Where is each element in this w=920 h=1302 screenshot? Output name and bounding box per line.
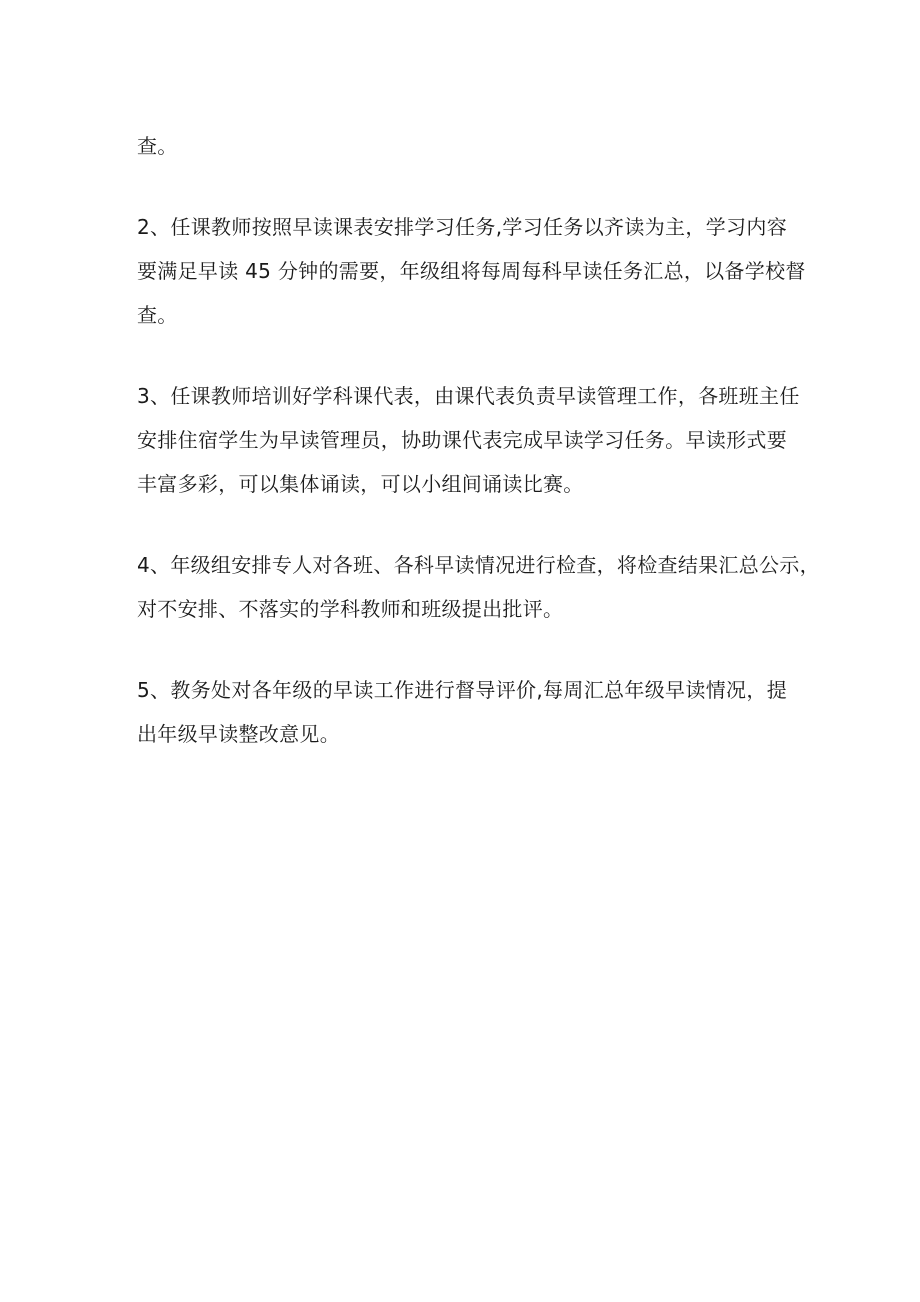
paragraph-item-4 — [137, 543, 820, 631]
text-line: 出年级早读整改意见。 — [137, 722, 340, 746]
text-line: 安排住宿学生为早读管理员，协助课代表完成早读学习任务。早读形式要 — [137, 428, 787, 452]
paragraph-continuation — [137, 124, 787, 168]
text-line: 4、年级组安排专人对各班、各科早读情况进行检查，将检查结果汇总公示， — [137, 553, 820, 577]
text-line: 要满足早读 45 分钟的需要，年级组将每周每科早读任务汇总，以备学校督 — [137, 259, 806, 283]
text-line: 2、任课教师按照早读课表安排学习任务,学习任务以齐读为主，学习内容 — [137, 215, 787, 239]
text-line: 对不安排、不落实的学科教师和班级提出批评。 — [137, 597, 564, 621]
text-line: 查。 — [137, 134, 178, 158]
paragraph-item-3 — [137, 374, 800, 506]
text-line: 5、教务处对各年级的早读工作进行督导评价,每周汇总年级早读情况，提 — [137, 678, 787, 702]
paragraph-item-5 — [137, 668, 787, 756]
text-line: 丰富多彩，可以集体诵读，可以小组间诵读比赛。 — [137, 472, 584, 496]
paragraph-item-2 — [137, 205, 806, 337]
document-body — [137, 124, 820, 793]
text-line: 查。 — [137, 303, 178, 327]
text-line: 3、任课教师培训好学科课代表，由课代表负责早读管理工作，各班班主任 — [137, 384, 800, 408]
